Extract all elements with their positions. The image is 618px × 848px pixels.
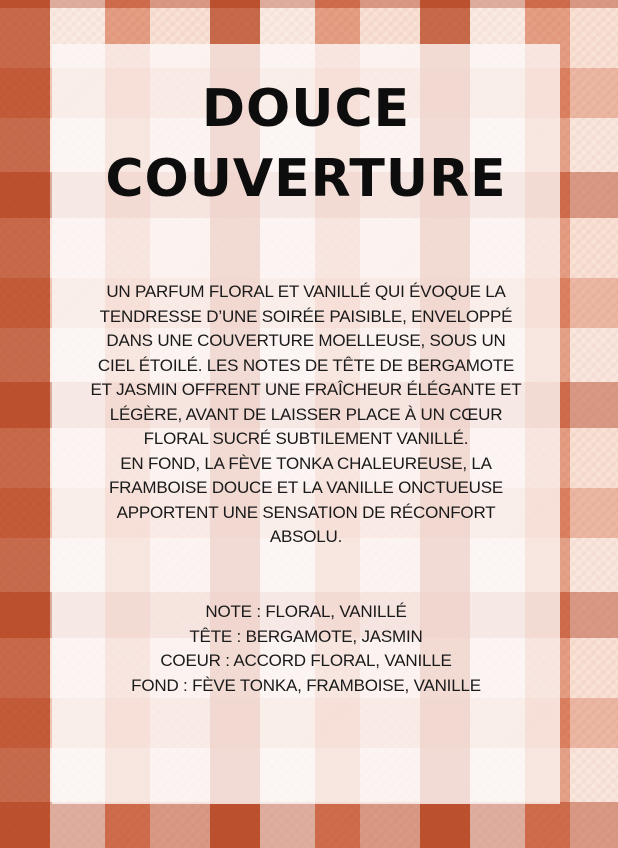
description-line: EN FOND, LA FÈVE TONKA CHALEUREUSE, LA xyxy=(120,453,492,473)
note-top: TÊTE : BERGAMOTE, JASMIN xyxy=(189,626,423,646)
description-line: ET JASMIN OFFRENT UNE FRAÎCHEUR ÉLÉGANTE ET xyxy=(90,380,522,399)
title-line-2: COUVERTURE xyxy=(105,149,507,209)
description-line: FLORAL SUCRÉ SUBTILEMENT VANILLÉ. xyxy=(143,429,469,448)
description-line: TENDRESSE D’UNE SOIRÉE PAISIBLE, ENVELOPPÉ xyxy=(99,306,513,326)
content-card xyxy=(52,44,560,804)
description-line: LÉGÈRE, AVANT DE LAISSER PLACE À UN CŒUR xyxy=(109,404,503,424)
description-line: DANS UNE COUVERTURE MOELLEUSE, SOUS UN xyxy=(106,331,506,350)
note-heart: COEUR : ACCORD FLORAL, VANILLE xyxy=(160,651,452,670)
note-base: FOND : FÈVE TONKA, FRAMBOISE, VANILLE xyxy=(131,675,481,695)
product-title xyxy=(52,74,560,214)
description-line: FRAMBOISE DOUCE ET LA VANILLE ONCTUEUSE xyxy=(109,478,503,497)
description-line: ABSOLU. xyxy=(269,527,343,546)
description-line: UN PARFUM FLORAL ET VANILLÉ QUI ÉVOQUE LA xyxy=(106,282,506,301)
fragrance-description xyxy=(74,280,538,550)
fragrance-notes xyxy=(74,600,538,698)
description-line: APPORTENT UNE SENSATION DE RÉCONFORT xyxy=(116,502,496,522)
note-family: NOTE : FLORAL, VANILLÉ xyxy=(205,602,407,621)
title-line-1: DOUCE xyxy=(201,79,411,139)
description-line: CIEL ÉTOILÉ. LES NOTES DE TÊTE DE BERGAMOTE xyxy=(97,355,515,375)
